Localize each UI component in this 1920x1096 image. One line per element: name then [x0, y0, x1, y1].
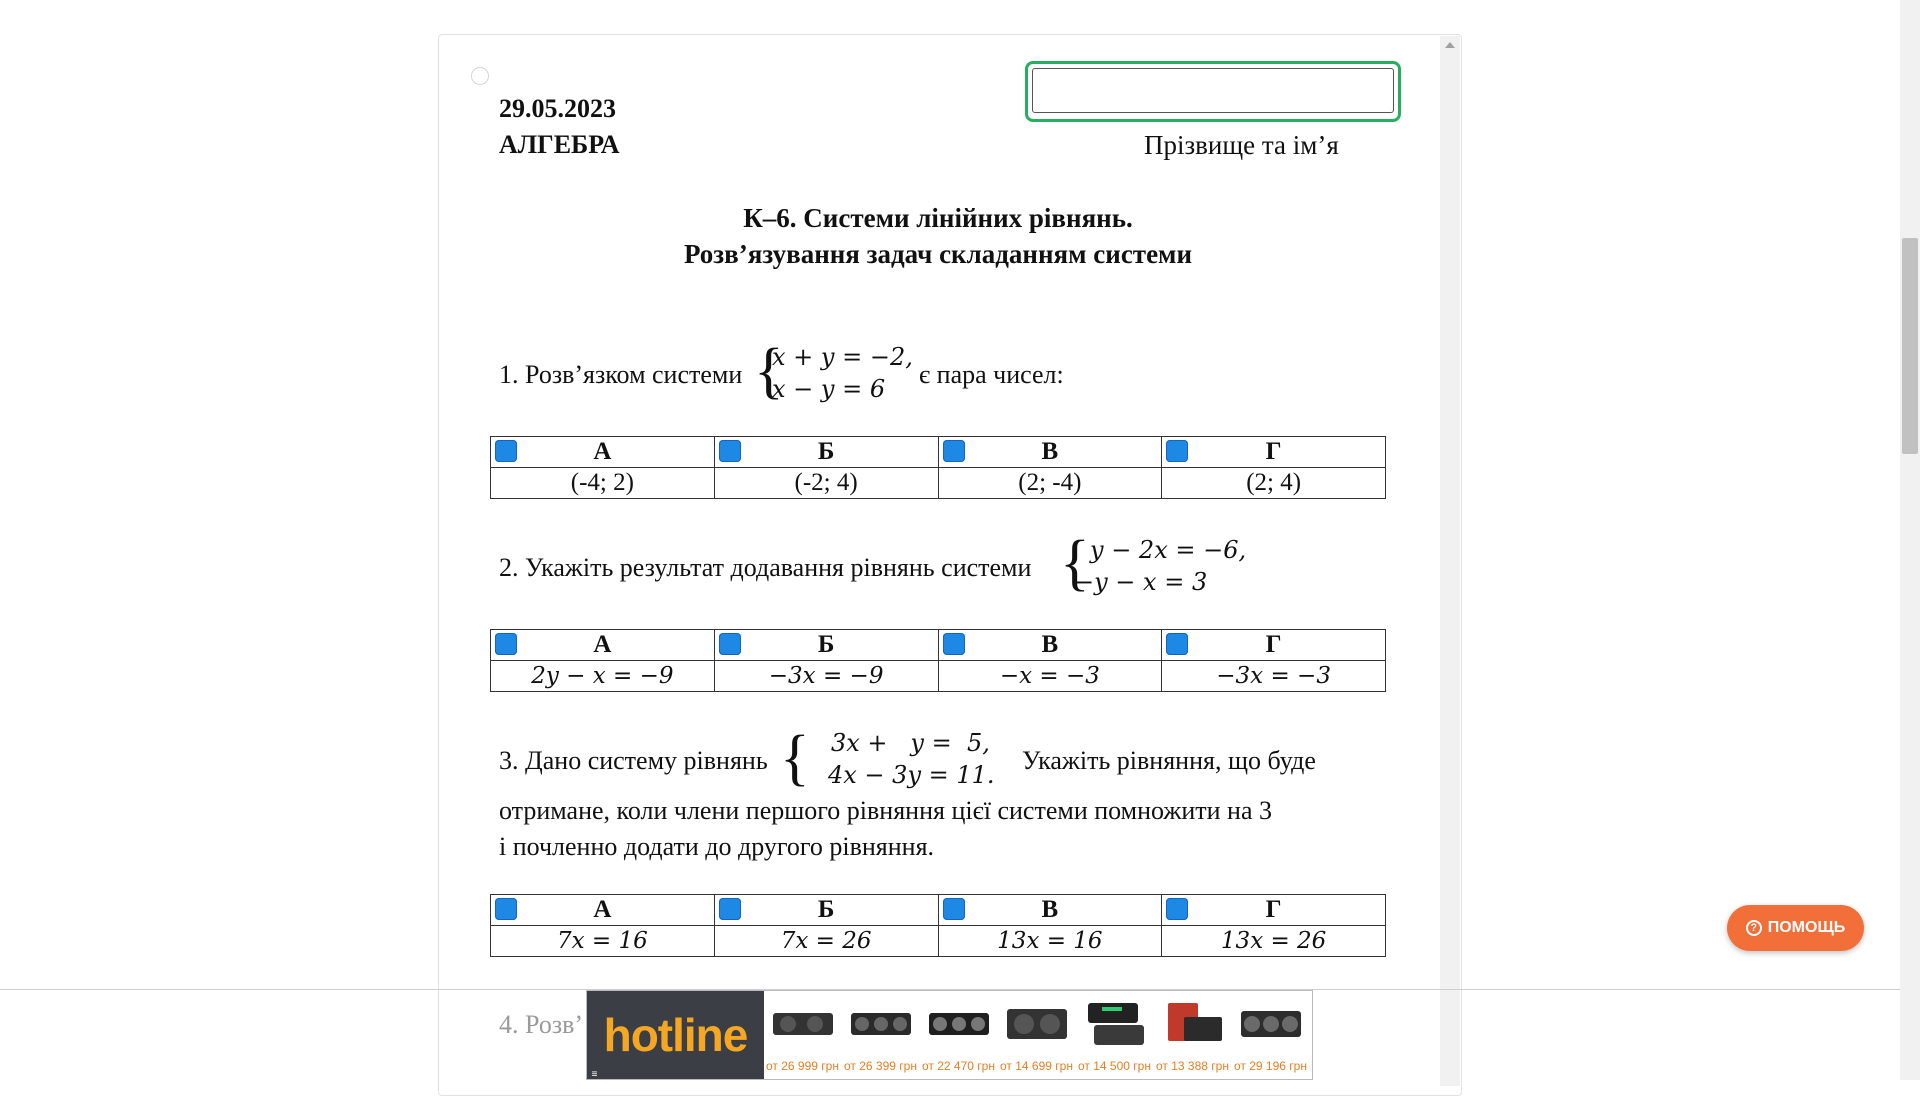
ad-product[interactable] [1234, 995, 1308, 1077]
checkbox[interactable] [943, 898, 965, 920]
question-circle-icon: ? [1746, 920, 1762, 936]
q3-option-d[interactable]: Г [1162, 895, 1386, 926]
q1-suffix: є пара чисел: [919, 360, 1064, 389]
ad-price: от 22 470 грн [922, 1059, 995, 1073]
q3-option-a[interactable]: А [491, 895, 715, 926]
q1-text: 1. Розв’язком системи [499, 360, 743, 389]
graphics-card-icon [770, 999, 836, 1047]
page-scrollbar-thumb[interactable] [1902, 238, 1918, 454]
q3-eq1: 3x + y = 5, [831, 729, 990, 757]
q1-answer-c: (2; -4) [938, 468, 1162, 499]
q3-option-b[interactable]: Б [714, 895, 938, 926]
q2-option-a[interactable]: А [491, 630, 715, 661]
graphics-card-icon [926, 999, 992, 1047]
test-date: 29.05.2023 [499, 94, 616, 123]
graphics-card-icon [848, 999, 914, 1047]
ad-price: от 13 388 грн [1156, 1059, 1229, 1073]
q1-option-c[interactable]: В [938, 437, 1162, 468]
checkbox[interactable] [719, 898, 741, 920]
help-button[interactable] [1727, 905, 1864, 951]
checkbox[interactable] [1166, 633, 1188, 655]
q3-brace: { [780, 724, 810, 792]
q1-answer-table [490, 436, 1386, 499]
ad-product[interactable] [1156, 995, 1230, 1077]
page-subtitle: Розв’язування задач складанням системи [683, 239, 1193, 269]
ad-product[interactable] [1078, 995, 1152, 1077]
q3-answer-d: 13x = 26 [1162, 926, 1386, 957]
q2-answer-b: −3x = −9 [714, 661, 938, 692]
q2-answer-a: 2y − x = −9 [491, 661, 715, 692]
hotline-logo-text: hotline [603, 1009, 748, 1061]
document-scrollbar[interactable] [1440, 36, 1460, 1086]
q3-eq2: 4x − 3y = 11. [828, 761, 995, 789]
q2-eq2: −y − x = 3 [1074, 568, 1208, 596]
q3-answer-table [490, 894, 1386, 957]
q1-option-a[interactable]: А [491, 437, 715, 468]
checkbox[interactable] [1166, 440, 1188, 462]
q2-answer-d: −3x = −3 [1162, 661, 1386, 692]
q1-answer-d: (2; 4) [1162, 468, 1386, 499]
graphics-card-icon [1082, 999, 1148, 1047]
q1-answer-a: (-4; 2) [491, 468, 715, 499]
q2-option-b[interactable]: Б [714, 630, 938, 661]
ad-price: от 14 699 грн [1000, 1059, 1073, 1073]
q1-answer-b: (-2; 4) [714, 468, 938, 499]
checkbox[interactable] [1166, 898, 1188, 920]
q3-line2: отримане, коли члени першого рівняння цієї системи помножити на 3 [499, 796, 1272, 825]
checkbox[interactable] [495, 633, 517, 655]
ad-price: от 26 399 грн [844, 1059, 917, 1073]
menu-icon[interactable]: ≡ [591, 1069, 597, 1080]
q2-option-c[interactable]: В [938, 630, 1162, 661]
ad-banner[interactable] [586, 990, 1313, 1080]
q3-answer-c: 13x = 16 [938, 926, 1162, 957]
q2-answer-table [490, 629, 1386, 692]
ad-product[interactable] [766, 995, 840, 1077]
q3-text: 3. Дано систему рівнянь [499, 746, 768, 775]
ad-product[interactable] [844, 995, 918, 1077]
q2-eq1: y − 2x = −6, [1090, 536, 1247, 564]
name-input[interactable] [1032, 68, 1394, 113]
checkbox[interactable] [495, 898, 517, 920]
ad-price: от 26 999 грн [766, 1059, 839, 1073]
ad-price: от 29 196 грн [1234, 1059, 1307, 1073]
q4-partial-text: 4. Розв’ [499, 1010, 584, 1039]
checkbox[interactable] [943, 633, 965, 655]
q2-option-d[interactable]: Г [1162, 630, 1386, 661]
checkbox[interactable] [719, 633, 741, 655]
q2-answer-c: −x = −3 [938, 661, 1162, 692]
name-label: Прізвище та ім’я [1144, 130, 1339, 160]
checkbox[interactable] [495, 440, 517, 462]
ad-price: от 14 500 грн [1078, 1059, 1151, 1073]
q1-brace: { [754, 337, 784, 405]
q3-answer-a: 7x = 16 [491, 926, 715, 957]
q1-eq1: x + y = −2, [772, 343, 913, 371]
q2-brace: { [1060, 529, 1090, 597]
scroll-up-arrow-icon[interactable] [1445, 42, 1455, 48]
q3-option-c[interactable]: В [938, 895, 1162, 926]
q1-option-b[interactable]: Б [714, 437, 938, 468]
graphics-card-icon [1238, 999, 1304, 1047]
checkbox[interactable] [943, 440, 965, 462]
q2-text: 2. Укажіть результат додавання рівнянь системи [499, 553, 1032, 582]
q1-eq2: x − y = 6 [772, 375, 886, 403]
ad-product[interactable] [922, 995, 996, 1077]
checkbox[interactable] [719, 440, 741, 462]
q3-suffix: Укажіть рівняння, що буде [1022, 746, 1316, 775]
graphics-card-icon [1160, 999, 1226, 1047]
name-field-frame [1025, 61, 1401, 122]
page-scrollbar[interactable] [1900, 0, 1920, 1080]
hotline-logo[interactable] [587, 991, 764, 1079]
q3-line3: і почленно додати до другого рівняння. [499, 832, 935, 861]
q1-option-d[interactable]: Г [1162, 437, 1386, 468]
select-radio[interactable] [471, 67, 489, 85]
subject-title: АЛГЕБРА [499, 130, 620, 159]
page-title: К–6. Системи лінійних рівнянь. [743, 203, 1133, 233]
help-label: ПОМОЩЬ [1767, 919, 1846, 936]
q3-answer-b: 7x = 26 [714, 926, 938, 957]
graphics-card-icon [1004, 999, 1070, 1047]
ad-product[interactable] [1000, 995, 1074, 1077]
